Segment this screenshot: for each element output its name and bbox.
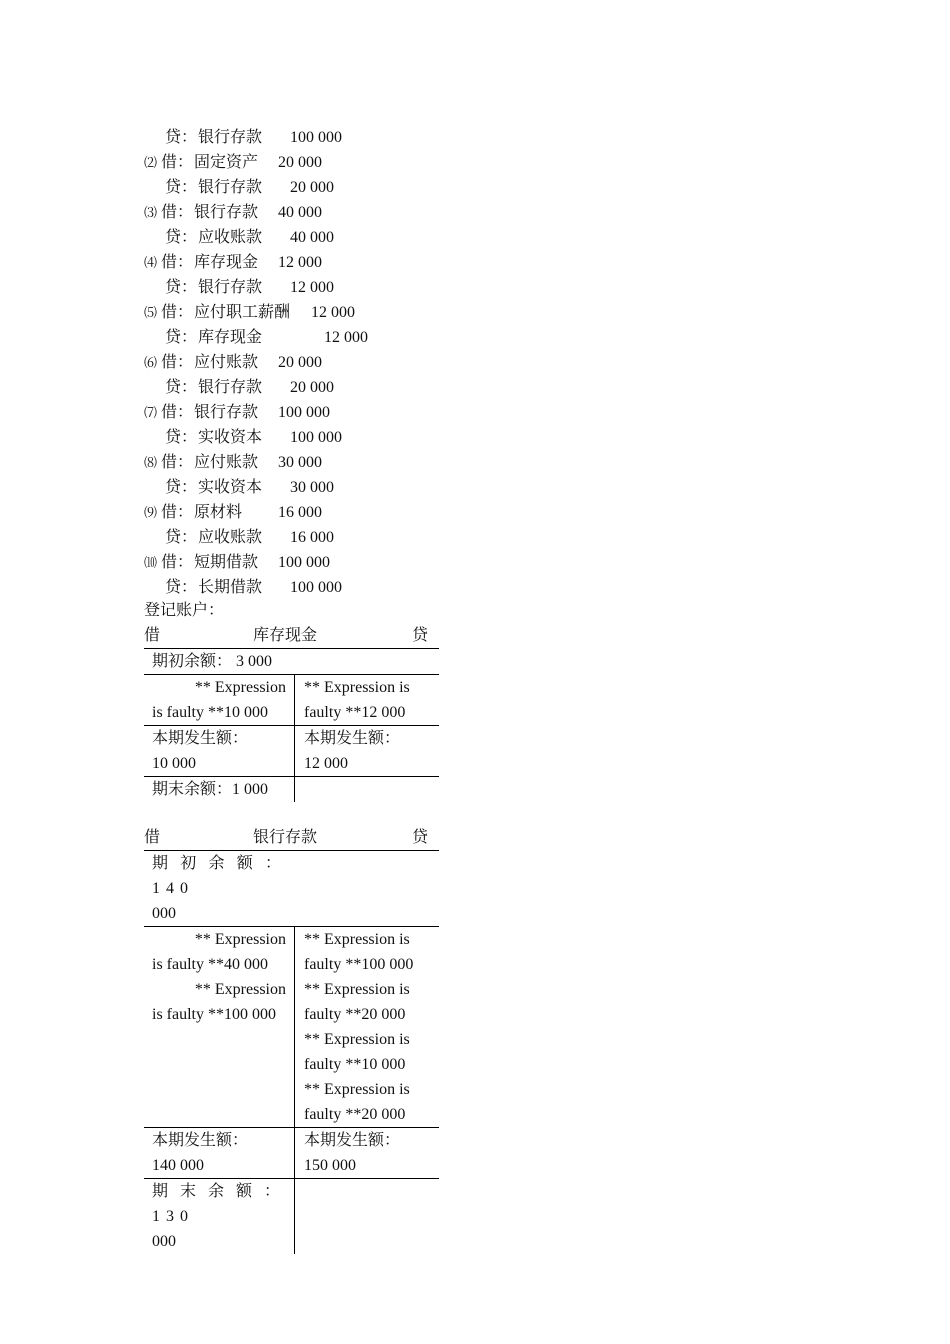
period-debit [144, 1128, 295, 1178]
debit-marker: 借 [161, 454, 178, 471]
credit-marker: 贷 [165, 179, 182, 196]
journal-line: ⑻ 借 ： 应付账款 30 000 [0, 450, 500, 475]
account-name: 库存现金 [194, 254, 259, 271]
t-account-bank [144, 825, 439, 1254]
credit-entries [295, 675, 439, 725]
amount: 12 000 [278, 254, 322, 271]
debit-marker: 借 [161, 554, 178, 571]
amount: 30 000 [290, 479, 334, 496]
opening-balance-row [144, 851, 439, 927]
t-account-cash [144, 623, 439, 802]
entry-text: is faulty **10 000 [152, 704, 268, 721]
amount: 16 000 [290, 529, 334, 546]
amount: 40 000 [290, 229, 334, 246]
debit-marker: 借 [161, 504, 178, 521]
journal-line: 贷 ： 银行存款 20 000 [0, 175, 500, 200]
amount: 16 000 [278, 504, 322, 521]
debit-marker: 借 [161, 204, 178, 221]
account-name: 实收资本 [198, 479, 263, 496]
debit-marker: 借 [161, 304, 178, 321]
journal-line: 贷 ： 长期借款 100 000 [0, 575, 500, 600]
amount: 40 000 [278, 204, 322, 221]
journal-line: 贷 ： 实收资本 100 000 [0, 425, 500, 450]
period-label: 本期发生额： [304, 730, 401, 747]
period-label: 本期发生额： [304, 1132, 401, 1149]
entry-text: ** Expression [194, 679, 286, 696]
entry-text: ** Expression [194, 981, 286, 998]
journal-line: 贷 ： 库存现金 12 000 [0, 325, 500, 350]
amount: 100 000 [290, 129, 342, 146]
entry-text: faulty **10 000 [304, 1056, 406, 1073]
journal-line: ⑷ 借 ： 库存现金 12 000 [0, 250, 500, 275]
account-name: 库存现金 [253, 627, 318, 644]
entry-text: is faulty **40 000 [152, 956, 268, 973]
account-name: 银行存款 [198, 179, 263, 196]
credit-marker: 贷 [165, 529, 182, 546]
credit-marker: 贷 [165, 429, 182, 446]
amount: 30 000 [278, 454, 322, 471]
opening-balance: 期初余额： 140 000 [152, 855, 287, 922]
account-name: 短期借款 [194, 554, 259, 571]
entry-text: ** Expression is [304, 981, 410, 998]
period-value: 12 000 [304, 755, 348, 772]
closing-balance-row [144, 777, 439, 802]
amount: 100 000 [290, 579, 342, 596]
account-name: 应付账款 [194, 354, 259, 371]
entry-number: ⑷ [144, 255, 158, 270]
debit-marker: 借 [161, 254, 178, 271]
period-value: 10 000 [152, 755, 196, 772]
entries-row [144, 927, 439, 1128]
account-name: 应收账款 [198, 529, 263, 546]
account-name: 银行存款 [194, 204, 259, 221]
t-account-header [144, 623, 439, 649]
account-name: 应付账款 [194, 454, 259, 471]
period-credit [295, 1128, 439, 1178]
ledger-heading: 登记账户： [144, 602, 225, 619]
account-name: 银行存款 [198, 129, 263, 146]
account-name: 实收资本 [198, 429, 263, 446]
entry-number: ⑼ [144, 505, 158, 520]
journal-line: ⑸ 借 ： 应付职工薪酬 12 000 [0, 300, 500, 325]
entries-row [144, 675, 439, 726]
amount: 20 000 [278, 354, 322, 371]
amount: 12 000 [324, 329, 368, 346]
journal-line: 贷 ： 银行存款 100 000 [0, 125, 500, 150]
journal-line: 贷 ： 应收账款 40 000 [0, 225, 500, 250]
debit-label: 借 [144, 829, 161, 846]
debit-marker: 借 [161, 354, 178, 371]
entry-text: faulty **100 000 [304, 956, 414, 973]
account-name: 银行存款 [198, 279, 263, 296]
journal-line: ⑵ 借 ： 固定资产 20 000 [0, 150, 500, 175]
period-value: 150 000 [304, 1157, 356, 1174]
amount: 20 000 [290, 179, 334, 196]
journal-line: 贷 ： 银行存款 12 000 [0, 275, 500, 300]
entry-text: faulty **20 000 [304, 1006, 406, 1023]
entry-text: ** Expression is [304, 679, 410, 696]
entry-text: faulty **12 000 [304, 704, 406, 721]
closing-balance: 期末余额：1 000 [144, 777, 295, 802]
entry-number: ⑽ [144, 555, 158, 570]
amount: 20 000 [278, 154, 322, 171]
period-label: 本期发生额： [152, 730, 249, 747]
amount: 12 000 [290, 279, 334, 296]
period-total-row [144, 1128, 439, 1179]
credit-marker: 贷 [165, 229, 182, 246]
closing-balance: 期末余额： 130 000 [144, 1179, 295, 1254]
debit-label: 借 [144, 627, 161, 644]
amount: 100 000 [278, 554, 330, 571]
journal-line: 贷 ： 应收账款 16 000 [0, 525, 500, 550]
credit-entries [295, 927, 439, 1127]
debit-marker: 借 [161, 404, 178, 421]
credit-marker: 贷 [165, 279, 182, 296]
credit-label: 贷 [411, 829, 428, 846]
entry-text: ** Expression is [304, 1081, 410, 1098]
period-value: 140 000 [152, 1157, 204, 1174]
period-total-row [144, 726, 439, 777]
debit-entries [144, 927, 295, 1127]
opening-balance-row [144, 649, 439, 675]
amount: 12 000 [311, 304, 355, 321]
account-name: 固定资产 [194, 154, 259, 171]
journal-line: ⑺ 借 ： 银行存款 100 000 [0, 400, 500, 425]
journal-line: 贷 ： 银行存款 20 000 [0, 375, 500, 400]
entry-text: is faulty **100 000 [152, 1006, 276, 1023]
entry-number: ⑻ [144, 455, 158, 470]
entry-number: ⑺ [144, 405, 158, 420]
credit-marker: 贷 [165, 129, 182, 146]
amount: 20 000 [290, 379, 334, 396]
closing-balance-row [144, 1179, 439, 1254]
amount: 100 000 [278, 404, 330, 421]
entry-number: ⑵ [144, 155, 158, 170]
period-debit [144, 726, 295, 776]
account-name: 库存现金 [198, 329, 263, 346]
entry-text: ** Expression [194, 931, 286, 948]
account-name: 银行存款 [194, 404, 259, 421]
credit-marker: 贷 [165, 329, 182, 346]
credit-marker: 贷 [165, 379, 182, 396]
journal-line: ⑹ 借 ： 应付账款 20 000 [0, 350, 500, 375]
entry-number: ⑶ [144, 205, 158, 220]
credit-label: 贷 [411, 627, 428, 644]
period-label: 本期发生额： [152, 1132, 249, 1149]
account-name: 银行存款 [253, 829, 318, 846]
t-account-header [144, 825, 439, 851]
entry-text: ** Expression is [304, 931, 410, 948]
entry-number: ⑹ [144, 355, 158, 370]
journal-line: ⑼ 借 ： 原材料 16 000 [0, 500, 500, 525]
account-name: 原材料 [194, 504, 243, 521]
account-name: 应付职工薪酬 [194, 304, 291, 321]
opening-balance: 期初余额： 3 000 [152, 653, 273, 670]
amount: 100 000 [290, 429, 342, 446]
journal-line: ⑶ 借 ： 银行存款 40 000 [0, 200, 500, 225]
journal-line: ⑽ 借 ： 短期借款 100 000 [0, 550, 500, 575]
entry-text: faulty **20 000 [304, 1106, 406, 1123]
period-credit [295, 726, 439, 776]
entry-number: ⑸ [144, 305, 158, 320]
entry-text: ** Expression is [304, 1031, 410, 1048]
credit-marker: 贷 [165, 479, 182, 496]
account-name: 长期借款 [198, 579, 263, 596]
debit-marker: 借 [161, 154, 178, 171]
account-name: 应收账款 [198, 229, 263, 246]
credit-marker: 贷 [165, 579, 182, 596]
journal-line: 贷 ： 实收资本 30 000 [0, 475, 500, 500]
account-name: 银行存款 [198, 379, 263, 396]
debit-entries [144, 675, 295, 725]
